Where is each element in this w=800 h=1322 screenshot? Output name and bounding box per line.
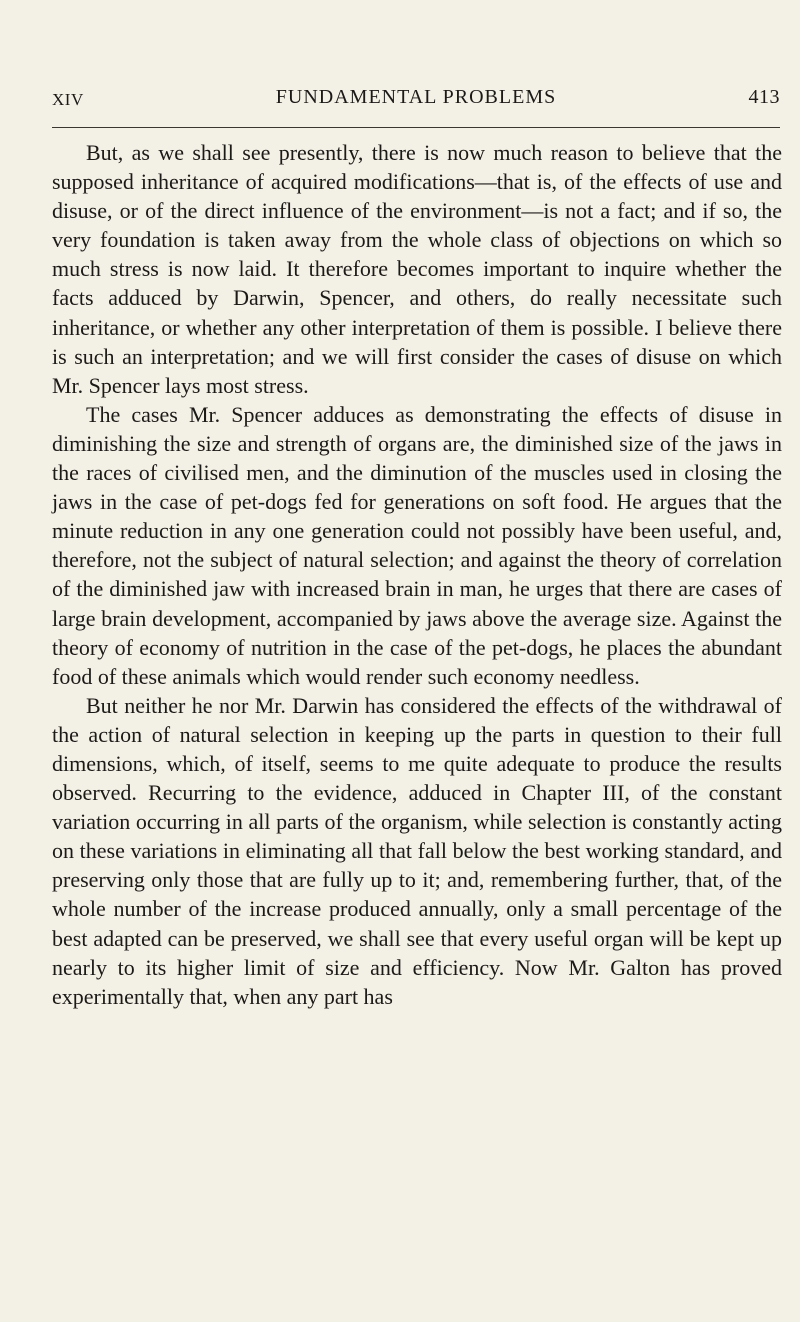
running-head <box>52 86 780 118</box>
paragraph: But, as we shall see presently, there is now much reason to believe that the supposed inheritance of acquired modifications—that is, of the effects of use and disuse, or of the direct influence of the environment—is not a fact; and if so, the very foundation is taken away from the whole class of objections on which so much stress is now laid. It therefore becomes important to inquire whether the facts adduced by Darwin, Spencer, and others, do really necessitate such inheritance, or whether any other interpretation of them is possible. I believe there is such an interpretation; and we will first consider the cases of disuse on which Mr. Spencer lays most stress. <box>52 140 782 398</box>
page-number: 413 <box>748 86 780 108</box>
body-text <box>52 138 782 1011</box>
running-title: FUNDAMENTAL PROBLEMS <box>275 86 557 108</box>
header-rule <box>52 127 780 128</box>
paragraph: The cases Mr. Spencer adduces as demonstrating the effects of disuse in diminishing the size and strength of organs are, the diminished size of the jaws in the races of civilised men, and the diminution of the muscles used in closing the jaws in the case of pet-dogs fed for generations on soft food. He argues that the minute reduction in any one generation could not possibly have been useful, and, therefore, not the subject of natural selection; and against the theory of correlation of the diminished jaw with increased brain in man, he urges that there are cases of large brain development, accompanied by jaws above the average size. Against the theory of economy of nutrition in the case of the pet-dogs, he places the abundant food of these animals which would render such economy needless. <box>52 401 782 689</box>
chapter-number: XIV <box>52 90 84 109</box>
paragraph: But neither he nor Mr. Darwin has considered the effects of the withdrawal of the action of natural selection in keeping up the parts in question to their full dimensions, which, of itself, seems to me quite adequate to produce the results observed. Recurring to the evidence, adduced in Chapter III, of the constant variation occurring in all parts of the organism, while selection is constantly acting on these variations in eliminating all that fall below the best working standard, and preserving only those that are fully up to it; and, remembering further, that, of the whole number of the increase produced annually, only a small percentage of the best adapted can be preserved, we shall see that every useful organ will be kept up nearly to its higher limit of size and efficiency. Now Mr. Galton has proved experimentally that, when any part has <box>52 692 782 1009</box>
